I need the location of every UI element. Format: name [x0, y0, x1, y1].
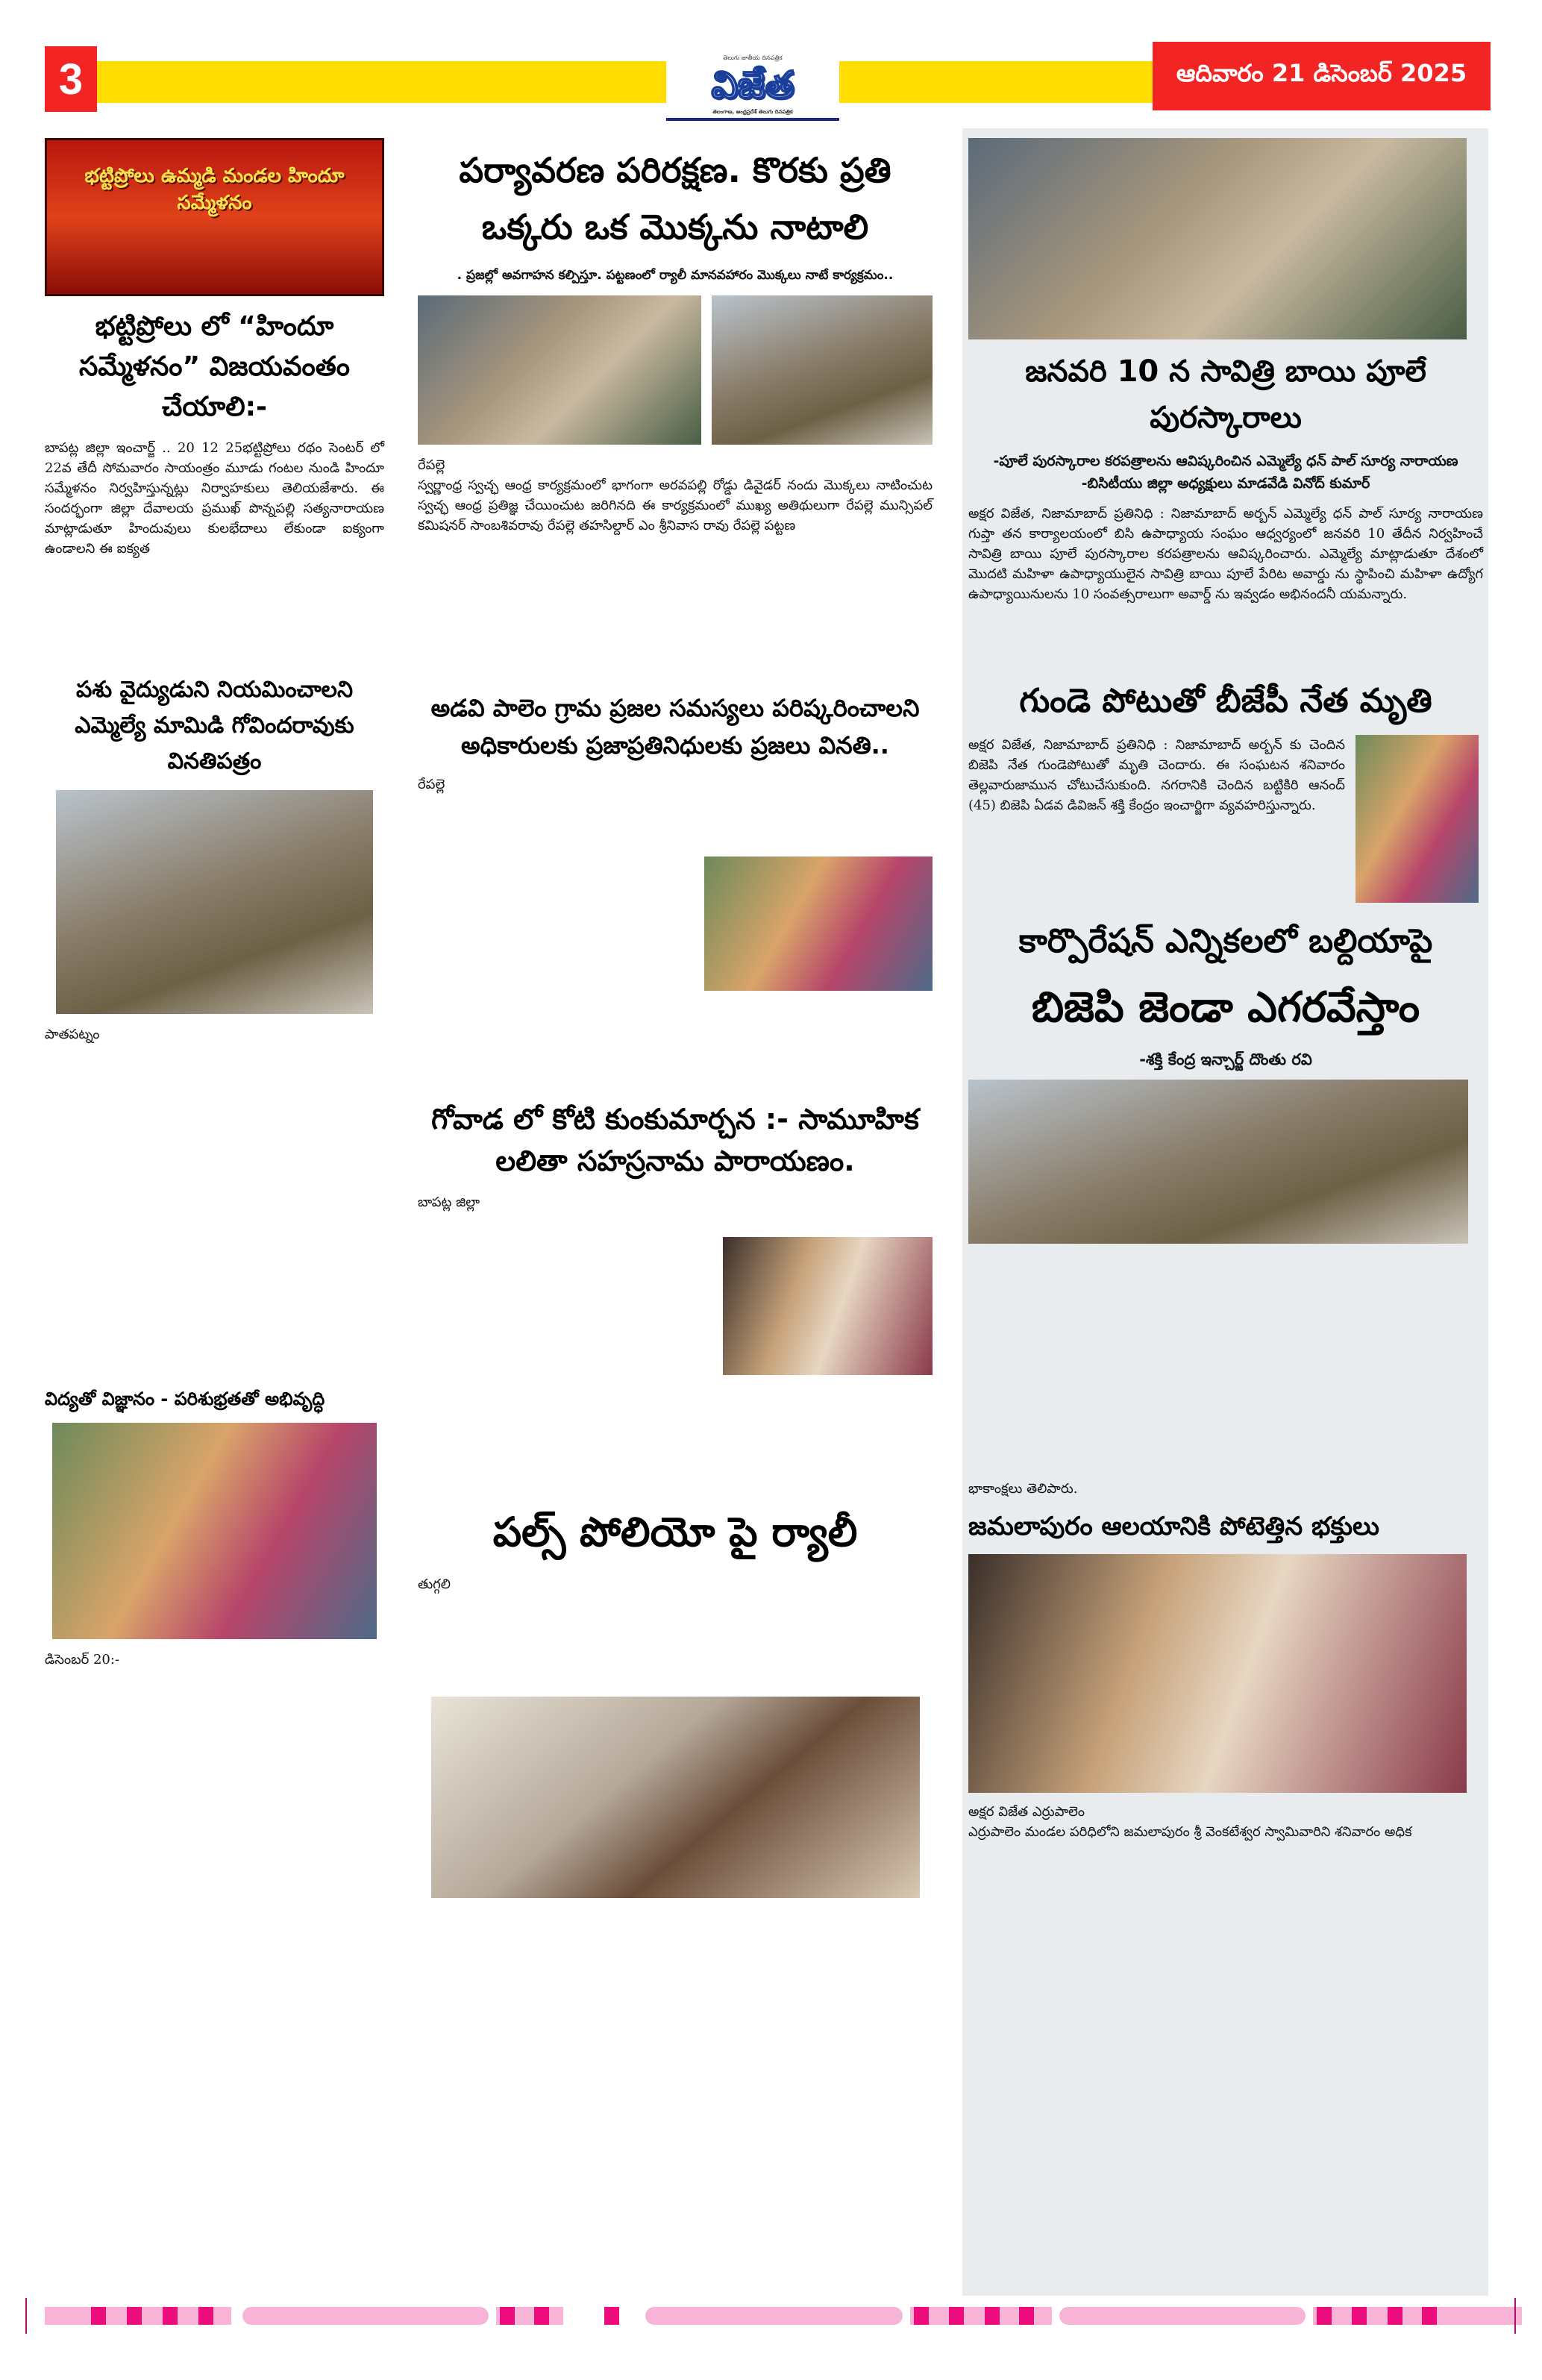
- article-body: బాపట్ల జిల్లా ఇంచార్జ్ .. 20 12 25భట్టిప్రోలు రథం సెంటర్ లో 22వ తేదీ సోమవారం సాయంత్రం మూడు గంటల నుండి హిందూ సమ్మేళనం నిర్వహిస్తున్నట్లు నిర్వాహకులు తెలియజేశారు. ఈ సందర్భంగా జిల్లా దేవాలయ ప్రముఖ్ పొన్నపల్లి సత్యనారాయణ మాట్లాడుతూ హిందువులు కులభేదాలు లేకుండా ఐక్యంగా ఉండాలని ఈ ఐక్యత: [45, 440, 384, 557]
- subheadline-line: -పూలే పురస్కారాల కరపత్రాలను ఆవిష్కరించిన ఎమ్మెల్యే ధన్ పాల్ సూర్య నారాయణ: [993, 453, 1458, 469]
- article-body: [418, 1574, 933, 1686]
- article-body: [968, 1253, 1483, 1499]
- headline-education: విద్యతో విజ్ఞానం - పరిశుభ్రతతో అభివృద్ధి: [45, 1388, 325, 1409]
- dateline: రేపల్లె: [418, 457, 445, 473]
- article-photo: [704, 857, 933, 991]
- left-column: [45, 138, 384, 1799]
- subheadline-line: -బిసిటీయు జిల్లా అధ్యక్షులు మాడవేడి వినోద్ కుమార్: [1081, 475, 1370, 492]
- logo-footnote: తెలంగాణ, ఆంధ్రప్రదేశ్ తెలుగు దినపత్రిక: [712, 109, 793, 115]
- article-photo: [968, 138, 1467, 339]
- right-column: [968, 138, 1483, 1891]
- article-body: [418, 455, 933, 679]
- article-body: అక్షర విజేత, నిజామాబాద్ ప్రతినిధి : నిజామాబాద్ అర్బన్ ఎమ్మెల్యే ధన్ పాల్ సూర్య నారాయణ గుప్తా తన కార్యాలయంలో బిసి ఉపాధ్యాయ సంఘం ఆధ్వర్యంలో జనవరి 10 తేదీన నిర్వహించే సావిత్రి బాయి పూలే పురస్కారాల కరపత్రాలను ఆవిష్కరించారు. ఎమ్మెల్యే మాట్లాడుతూ దేశంలో మొదటి మహిళా ఉపాధ్యాయులైన సావిత్రి బాయి పూలే పేరిట అవార్డు ను స్థాపించి మహిళా ఉద్యోగ ఉపాధ్యాయినులను 10 సంవత్సరాలుగా అవార్డ్ ను ఇవ్వడం అభినందనీ యమన్నారు.: [968, 506, 1483, 602]
- headline-adavi-palem: అడవి పాలెం గ్రామ ప్రజల సమస్యలు పరిష్కరించాలని అధికారులకు ప్రజాప్రతినిధులకు ప్రజలు వినతి..: [430, 694, 920, 760]
- logo-tagline: తెలుగు జాతీయ దినపత్రిక: [723, 54, 783, 61]
- article-photo: [723, 1237, 933, 1375]
- subheadline: -శక్తి కేంద్ర ఇన్చార్జ్ దొంతు రవి: [1139, 1050, 1312, 1068]
- dateline: రేపల్లె: [418, 777, 445, 792]
- subheadline: . ప్రజల్లో అవగాహన కల్పిస్తూ. పట్టణంలో ర్యాలీ మానవహారం మొక్కలు నాటే కార్యక్రమం..: [457, 268, 894, 283]
- headline-corporation-elections: కార్పొరేషన్ ఎన్నికలలో బల్దియాపై: [1018, 922, 1433, 960]
- article-photo: [418, 295, 701, 445]
- headline-jamalapuram: జమలాపురం ఆలయానికి పోటెత్తిన భక్తులు: [968, 1512, 1379, 1541]
- article-body: [418, 774, 694, 1088]
- issue-date: ఆదివారం 21 డిసెంబర్ 2025: [1153, 42, 1491, 110]
- article-body: [968, 1802, 1483, 1891]
- dateline: బాపట్ల జిల్లా: [418, 1194, 480, 1210]
- article-body: అక్షర విజేత, నిజామాబాద్ ప్రతినిధి : నిజామాబాద్ అర్బన్ కు చెందిన బిజెపి నేత గుండెపోటుతో మృతి చెందారు. ఈ సంఘటన శనివారం తెల్లవారుజామున చోటుచేసుకుంది. నగరానికి చెందిన బట్టికిరి ఆనంద్ (45) బిజెపి ఏడవ డివిజన్ శక్తి కేంద్రం ఇంచార్జిగా వ్యవహరిస్తున్నారు.: [968, 737, 1345, 813]
- logo-name: విజేత: [711, 63, 794, 107]
- headline-pulse-polio: పల్స్ పోలియో పై ర్యాలీ: [492, 1509, 858, 1556]
- article-photo: [712, 295, 933, 445]
- article-body: [418, 1192, 712, 1491]
- middle-column: [418, 142, 933, 1898]
- article-text: ఎర్రుపాలెం మండల పరిధిలోని జమలాపురం శ్రీ వెంకటేశ్వర స్వామివారిని శనివారం అధిక: [968, 1824, 1412, 1840]
- article-photo: [968, 1554, 1467, 1793]
- masthead-logo: [666, 51, 839, 121]
- headline-bjp-flag: బిజెపి జెండా ఎగరవేస్తాం: [1031, 983, 1420, 1032]
- headline-bjp-leader-death: గుండె పోటుతో బీజేపీ నేత మృతి: [1019, 682, 1432, 720]
- article-photo: [968, 1080, 1468, 1244]
- article-text-end: భాకాంక్షలు తెలిపారు.: [968, 1481, 1078, 1497]
- page-number: 3: [45, 46, 97, 112]
- headline-environment: పర్యావరణ పరిరక్షణ. కొరకు ప్రతి ఒక్కరు ఒక మొక్కను నాటాలి: [459, 150, 891, 247]
- footer-decoration: [22, 2307, 1520, 2325]
- header-band: [97, 61, 1153, 103]
- dateline: తుగ్గలి: [418, 1576, 451, 1592]
- ad-banner-title: భట్టిప్రోలు ఉమ్మడి మండల హిందూ సమ్మేళనం: [84, 165, 345, 214]
- headline-hindu-sammelanam: భట్టిప్రోలు లో “హిందూ సమ్మేళనం” విజయవంతం చేయాలి:-: [78, 311, 351, 422]
- headline-vet-doctor: పశు వైద్యుడుని నియమించాలని ఎమ్మెల్యే మామిడి గోవిందరావుకు వినతిపత్రం: [75, 677, 354, 774]
- article-body: పాతపట్నం: [45, 1027, 100, 1042]
- headline-kumkumarchana: గోవాడ లో కోటి కుంకుమార్చన :- సామూహిక లలితా సహస్రనామ పారాయణం.: [431, 1103, 919, 1177]
- subheadline: [968, 450, 1483, 495]
- article-text: స్వర్ణాంధ్ర స్వచ్ఛ ఆంధ్ర కార్యక్రమంలో భాగంగా అరవపల్లి రోడ్డు డివైడర్ నందు మొక్కలు నాటించుట స్వచ్ఛ ఆంధ్ర ప్రతిజ్ఞ చేయించుట జరిగినది ఈ కార్యక్రమంలో ముఖ్య అతిథులుగా రేపల్లె మున్సిపల్ కమిషనర్ సాంబశివరావు రేపల్లె తహసిల్దార్ ఎం శ్రీనివాస రావు రేపల్లె పట్టణ: [418, 477, 933, 533]
- article-photo: [52, 1423, 377, 1639]
- ad-banner: [45, 138, 384, 296]
- dateline: అక్షర విజేత ఎర్రుపాలెం: [968, 1804, 1085, 1820]
- headline-phule-awards: జనవరి 10 న సావిత్రి బాయి పూలే పురస్కారాలు: [1025, 354, 1426, 435]
- portrait-photo: [1355, 735, 1479, 903]
- article-body: డిసెంబర్ 20:-: [45, 1652, 120, 1667]
- article-photo: [56, 790, 373, 1014]
- article-photo: [431, 1697, 920, 1898]
